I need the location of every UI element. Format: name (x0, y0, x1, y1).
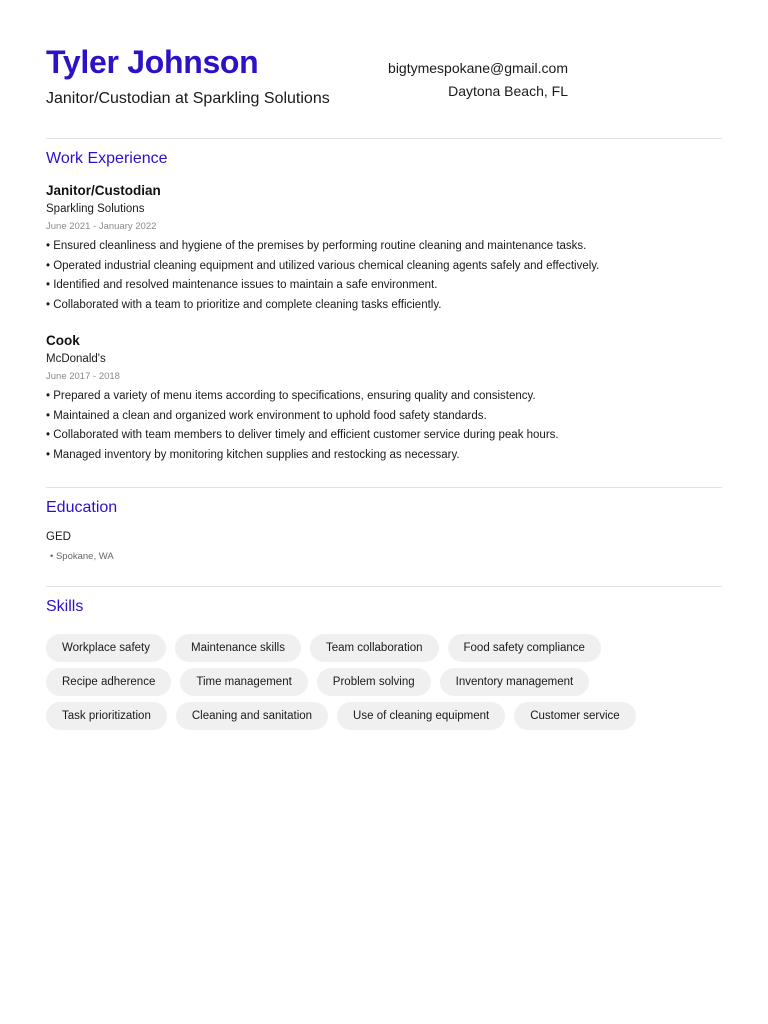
job-bullet: • Collaborated with a team to prioritize and complete cleaning tasks efficiently. (46, 298, 442, 311)
job-company: Sparkling Solutions (46, 203, 145, 215)
skill-chip: Team collaboration (310, 634, 439, 662)
job-dates: June 2017 - 2018 (46, 371, 120, 382)
skill-chip: Food safety compliance (448, 634, 601, 662)
skill-chip: Task prioritization (46, 702, 167, 730)
job-bullet: • Maintained a clean and organized work environment to uphold food safety standards. (46, 409, 487, 422)
job-bullet: • Identified and resolved maintenance issues to maintain a safe environment. (46, 279, 438, 291)
education-degree: GED (46, 531, 71, 543)
job-title: Cook (46, 333, 80, 348)
education-entry (46, 530, 114, 563)
skills-row (46, 634, 726, 662)
skill-chip: Inventory management (440, 668, 590, 696)
job-entry (46, 182, 726, 315)
job-company: McDonald's (46, 353, 106, 365)
skill-chip: Cleaning and sanitation (176, 702, 328, 730)
job-bullets (46, 237, 726, 315)
section-divider (46, 487, 722, 488)
skill-chip: Problem solving (317, 668, 431, 696)
job-entry (46, 332, 726, 465)
skills-row (46, 702, 726, 730)
skill-chip: Maintenance skills (175, 634, 301, 662)
section-divider (46, 138, 722, 139)
skills-row (46, 668, 726, 696)
job-bullet: • Managed inventory by monitoring kitchen supplies and restocking as necessary. (46, 448, 460, 461)
contact-block (388, 57, 568, 103)
contact-email[interactable]: bigtymespokane@gmail.com (388, 60, 568, 76)
job-bullet: • Prepared a variety of menu items according to specifications, ensuring quality and consistency. (46, 390, 536, 402)
skill-chip: Use of cleaning equipment (337, 702, 505, 730)
job-bullet: • Collaborated with team members to deliver timely and efficient customer service during peak hours. (46, 429, 559, 441)
education-heading: Education (46, 499, 118, 516)
skill-chip: Customer service (514, 702, 635, 730)
candidate-headline: Janitor/Custodian at Sparkling Solutions (46, 90, 330, 107)
skills-list (46, 634, 726, 736)
job-bullets (46, 387, 726, 465)
contact-location: Daytona Beach, FL (448, 83, 568, 99)
job-title: Janitor/Custodian (46, 183, 161, 198)
skill-chip: Workplace safety (46, 634, 166, 662)
job-dates: June 2021 - January 2022 (46, 221, 157, 232)
section-divider (46, 586, 722, 587)
education-location: • Spokane, WA (50, 551, 114, 562)
skill-chip: Time management (180, 668, 307, 696)
job-bullet: • Ensured cleanliness and hygiene of the premises by performing routine cleaning and maintenance tasks. (46, 240, 587, 252)
job-bullet: • Operated industrial cleaning equipment and utilized various chemical cleaning agents safely and effectively. (46, 259, 600, 272)
work-experience-heading: Work Experience (46, 150, 168, 167)
candidate-name: Tyler Johnson (46, 44, 259, 80)
skills-heading: Skills (46, 598, 84, 615)
skill-chip: Recipe adherence (46, 668, 171, 696)
